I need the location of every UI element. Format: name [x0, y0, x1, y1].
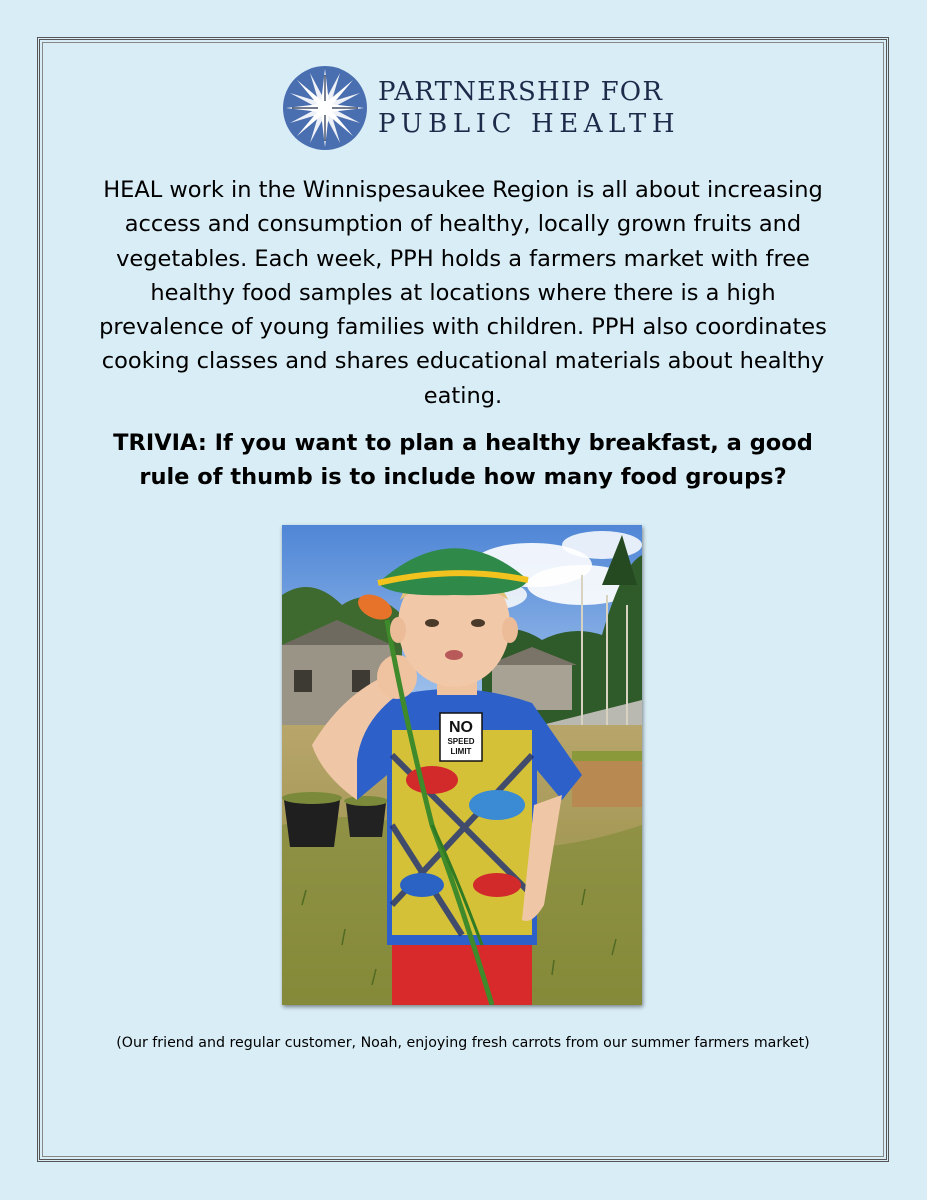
organization-name-line2: PUBLIC HEALTH	[378, 109, 681, 139]
compass-star-icon	[282, 65, 368, 151]
organization-name-line1: PARTNERSHIP FOR	[378, 77, 664, 107]
shirt-sign-line2: SPEED	[447, 737, 475, 746]
organization-logo	[282, 65, 681, 153]
child-with-carrot-photo	[282, 525, 642, 1005]
shirt-sign-line3: LIMIT	[450, 747, 472, 756]
shirt-sign-line1: NO	[449, 719, 473, 736]
organization-name	[378, 79, 680, 137]
intro-paragraph: HEAL work in the Winnispesaukee Region is all about increasing access and consumption of healthy, locally grown fruits and vegetables. Each week, PPH holds a farmers market with free healthy food samples at locations where there is a high prevalence of young families with children. PPH also coordinates cooking classes and shares educational materials about healthy eating.	[99, 177, 827, 409]
photo-caption: (Our friend and regular customer, Noah, enjoying fresh carrots from our summer farmers market)	[116, 1035, 810, 1051]
trivia-question: TRIVIA: If you want to plan a healthy breakfast, a good rule of thumb is to include how many food groups?	[113, 430, 813, 490]
photo-illustration	[282, 525, 642, 1005]
